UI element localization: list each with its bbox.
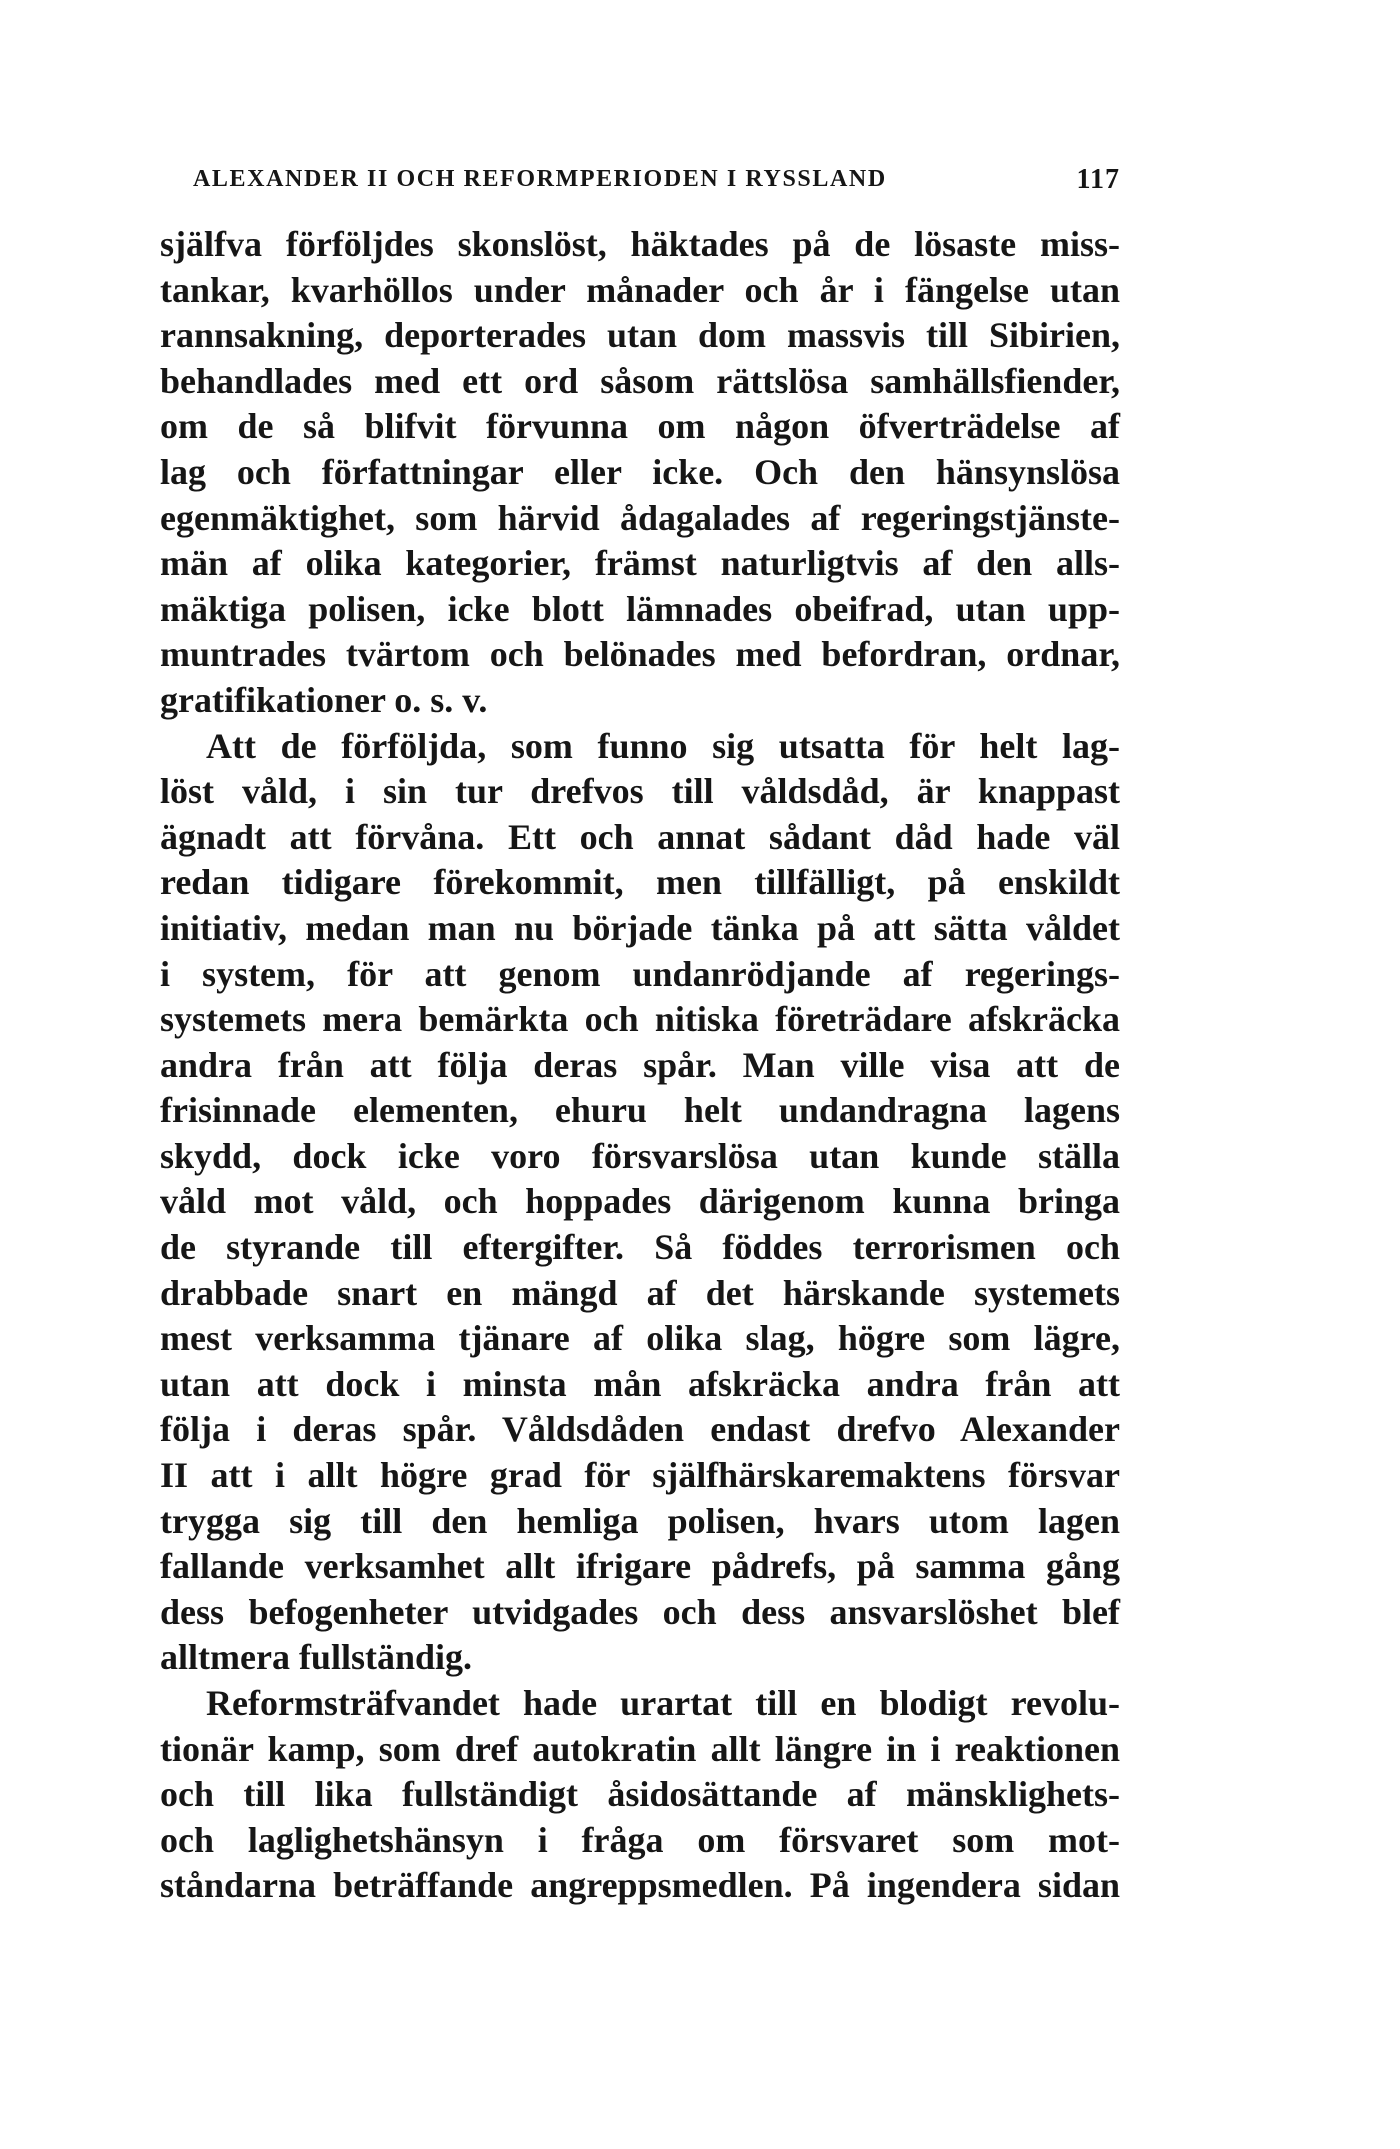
text-line: de styrande till eftergifter. Så föddes terrorismen och [160, 1227, 1120, 1268]
text-line: andra från att följa deras spår. Man ville visa att de [160, 1044, 1120, 1085]
text-line: frisinnade elementen, ehuru helt undandragna lagens [160, 1090, 1120, 1131]
text-line: skydd, dock icke voro försvarslösa utan kunde ställa [160, 1135, 1120, 1176]
text-line: utan att dock i minsta mån afskräcka andra från att [160, 1363, 1120, 1404]
text-line: dess befogenheter utvidgades och dess ansvarslöshet blef [160, 1591, 1120, 1632]
text-line: redan tidigare förekommit, men tillfälligt, på enskildt [160, 862, 1120, 903]
text-line: om de så blifvit förvunna om någon öfverträdelse af [160, 406, 1120, 447]
text-line: tionär kamp, som dref autokratin allt längre in i reaktionen [160, 1728, 1120, 1769]
text-line: och till lika fullständigt åsidosättande af mänsklighets- [160, 1774, 1120, 1815]
text-line: II att i allt högre grad för själfhärskaremaktens försvar [160, 1455, 1120, 1496]
text-line: själfva förföljdes skonslöst, häktades på de lösaste miss- [160, 224, 1120, 264]
text-line: mäktiga polisen, icke blott lämnades obeifrad, utan upp- [160, 588, 1120, 629]
text-line: lag och författningar eller icke. Och den hänsynslösa [160, 451, 1120, 492]
body-text [160, 222, 1120, 1909]
text-line: trygga sig till den hemliga polisen, hvars utom lagen [160, 1500, 1120, 1541]
running-head [160, 160, 1120, 200]
text-line: följa i deras spår. Våldsdåden endast drefvo Alexander [160, 1409, 1120, 1450]
text-line: drabbade snart en mängd af det härskande systemets [160, 1272, 1120, 1313]
text-line: behandlades med ett ord såsom rättslösa samhällsfiender, [160, 360, 1120, 401]
text-line: män af olika kategorier, främst naturligtvis af den alls- [160, 543, 1120, 584]
text-line: Att de förföljda, som funno sig utsatta för helt lag- [206, 725, 1120, 766]
text-line: i system, för att genom undanrödjande af regerings- [160, 953, 1120, 994]
running-head-title: ALEXANDER II OCH REFORMPERIODEN I RYSSLAND [193, 166, 887, 192]
text-line: våld mot våld, och hoppades därigenom kunna bringa [160, 1181, 1120, 1222]
text-line: egenmäktighet, som härvid ådagalades af regeringstjänste- [160, 497, 1120, 538]
page-number: 117 [1076, 164, 1120, 195]
text-line: systemets mera bemärkta och nitiska företrädare afskräcka [160, 999, 1120, 1040]
text-line: Reformsträfvandet hade urartat till en blodigt revolu- [206, 1683, 1120, 1723]
text-line: löst våld, i sin tur drefvos till våldsdåd, är knappast [160, 771, 1120, 812]
text-line: rannsakning, deporterades utan dom massvis till Sibirien, [160, 315, 1120, 356]
text-line: tankar, kvarhöllos under månader och år i fängelse utan [160, 269, 1120, 310]
text-line: ståndarna beträffande angreppsmedlen. På ingendera sidan [160, 1865, 1120, 1906]
text-line: fallande verksamhet allt ifrigare pådrefs, på samma gång [160, 1546, 1120, 1587]
text-line: muntrades tvärtom och belönades med befordran, ordnar, [160, 634, 1120, 675]
text-line: initiativ, medan man nu började tänka på att sätta våldet [160, 907, 1120, 948]
text-line: alltmera fullständig. [160, 1637, 472, 1678]
text-line: ägnadt att förvåna. Ett och annat sådant dåd hade väl [160, 816, 1120, 857]
text-line: och laglighetshänsyn i fråga om försvaret som mot- [160, 1819, 1120, 1860]
text-line: mest verksamma tjänare af olika slag, högre som lägre, [160, 1318, 1120, 1359]
text-line: gratifikationer o. s. v. [160, 679, 488, 720]
